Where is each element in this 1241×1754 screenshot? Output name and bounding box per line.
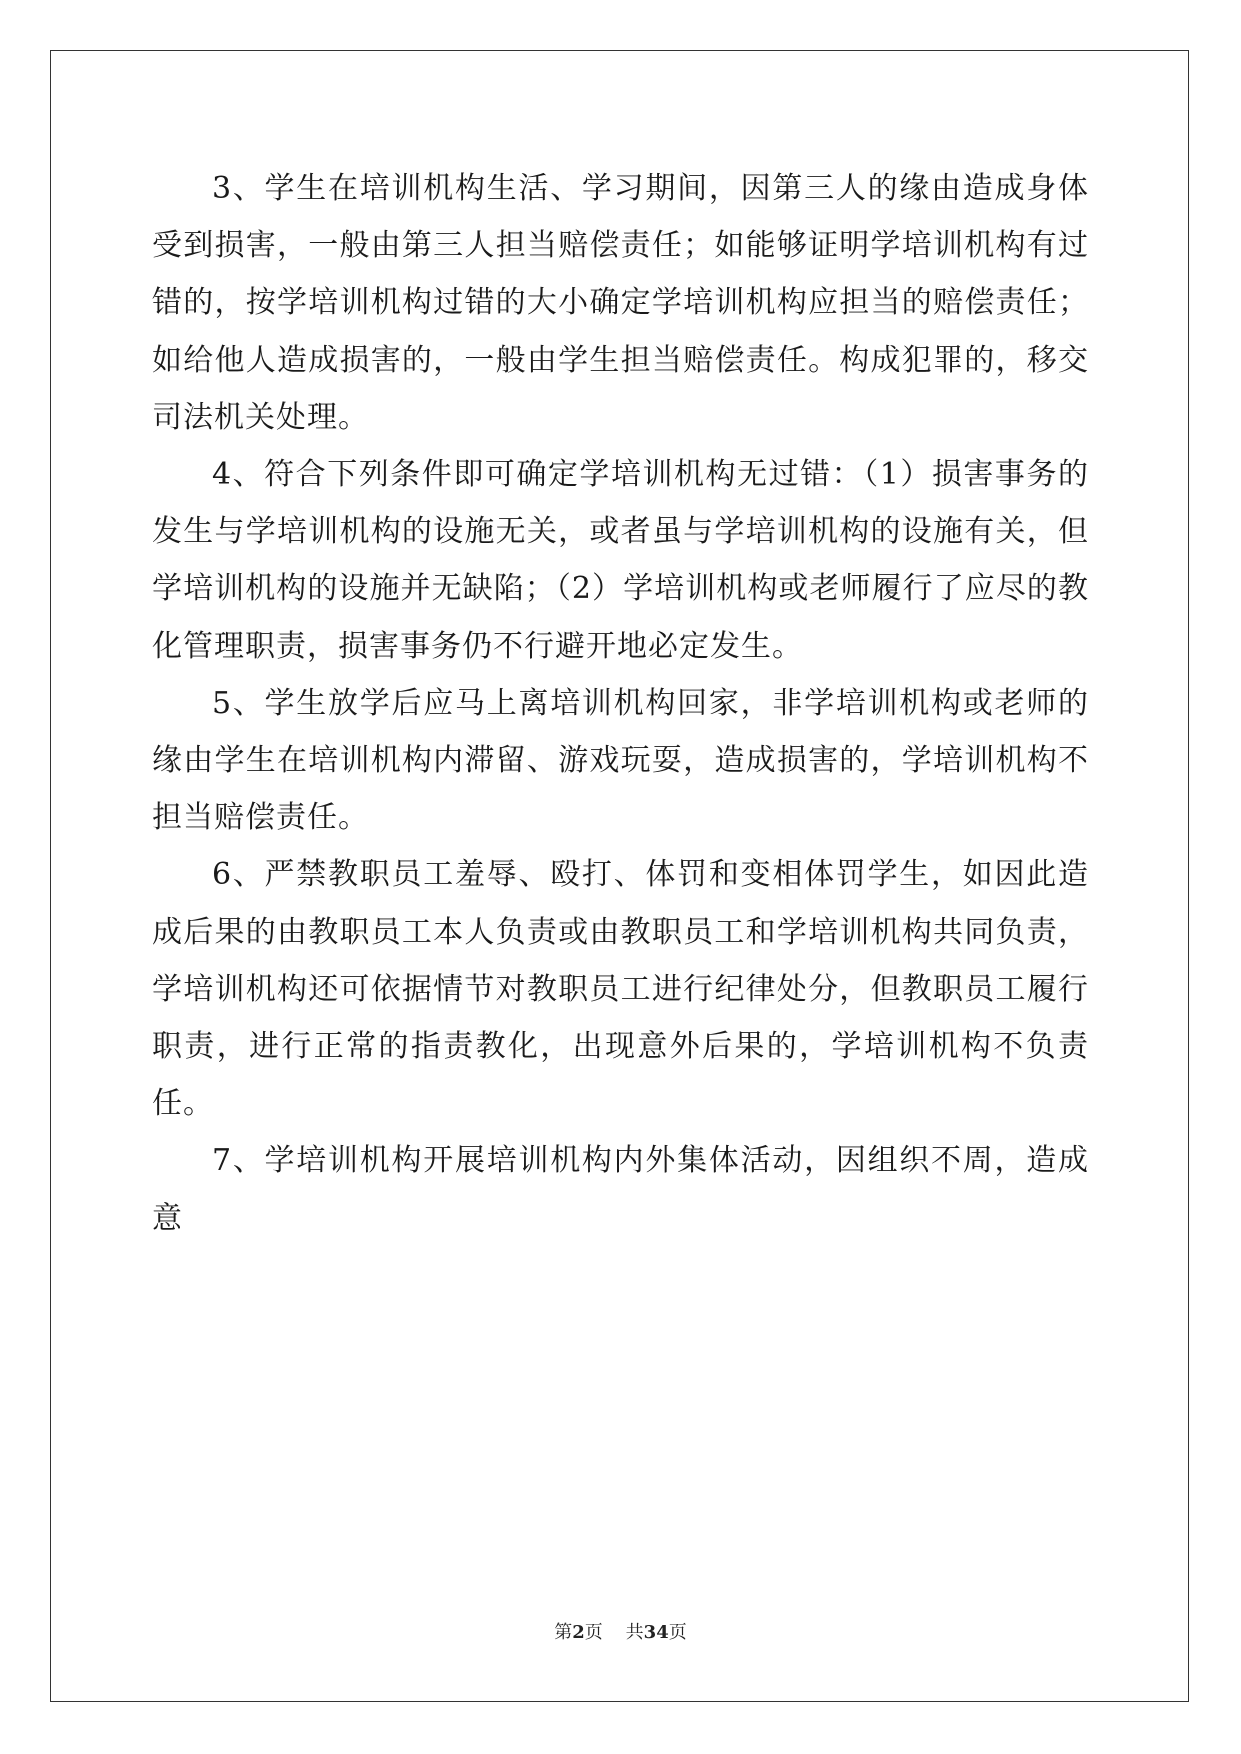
paragraph-7: 7、学培训机构开展培训机构内外集体活动，因组织不周，造成意	[152, 1143, 1089, 1236]
paragraph-6: 6、严禁教职员工羞辱、殴打、体罚和变相体罚学生，如因此造成后果的由教职员工本人负责或由教职员工和学培训机构共同负责，学培训机构还可依据情节对教职员工进行纪律处分，但教职员工履行职责，进行正常的指责教化，出现意外后果的，学培训机构不负责任。	[152, 857, 1089, 1122]
paragraph-4: 4、符合下列条件即可确定学培训机构无过错：（1）损害事务的发生与学培训机构的设施无关，或者虽与学培训机构的设施有关，但学培训机构的设施并无缺陷；（2）学培训机构或老师履行了应尽的教化管理职责，损害事务仍不行避开地必定发生。	[152, 457, 1089, 664]
total-suffix: 页	[668, 1622, 687, 1643]
paragraph-3: 3、学生在培训机构生活、学习期间，因第三人的缘由造成身体受到损害，一般由第三人担当赔偿责任；如能够证明学培训机构有过错的，按学培训机构过错的大小确定学培训机构应担当的赔偿责任；如给他人造成损害的，一般由学生担当赔偿责任。构成犯罪的，移交司法机关处理。	[152, 171, 1089, 435]
total-pages: 34	[643, 1622, 669, 1643]
page-footer	[0, 1618, 1241, 1644]
page-prefix: 第	[554, 1622, 573, 1643]
paragraph-5: 5、学生放学后应马上离培训机构回家，非学培训机构或老师的缘由学生在培训机构内滞留、游戏玩耍，造成损害的，学培训机构不担当赔偿责任。	[152, 685, 1089, 836]
total-prefix: 共	[625, 1622, 644, 1643]
page-number: 2	[572, 1622, 585, 1643]
document-body	[152, 160, 1089, 1247]
page-suffix: 页	[584, 1622, 603, 1643]
